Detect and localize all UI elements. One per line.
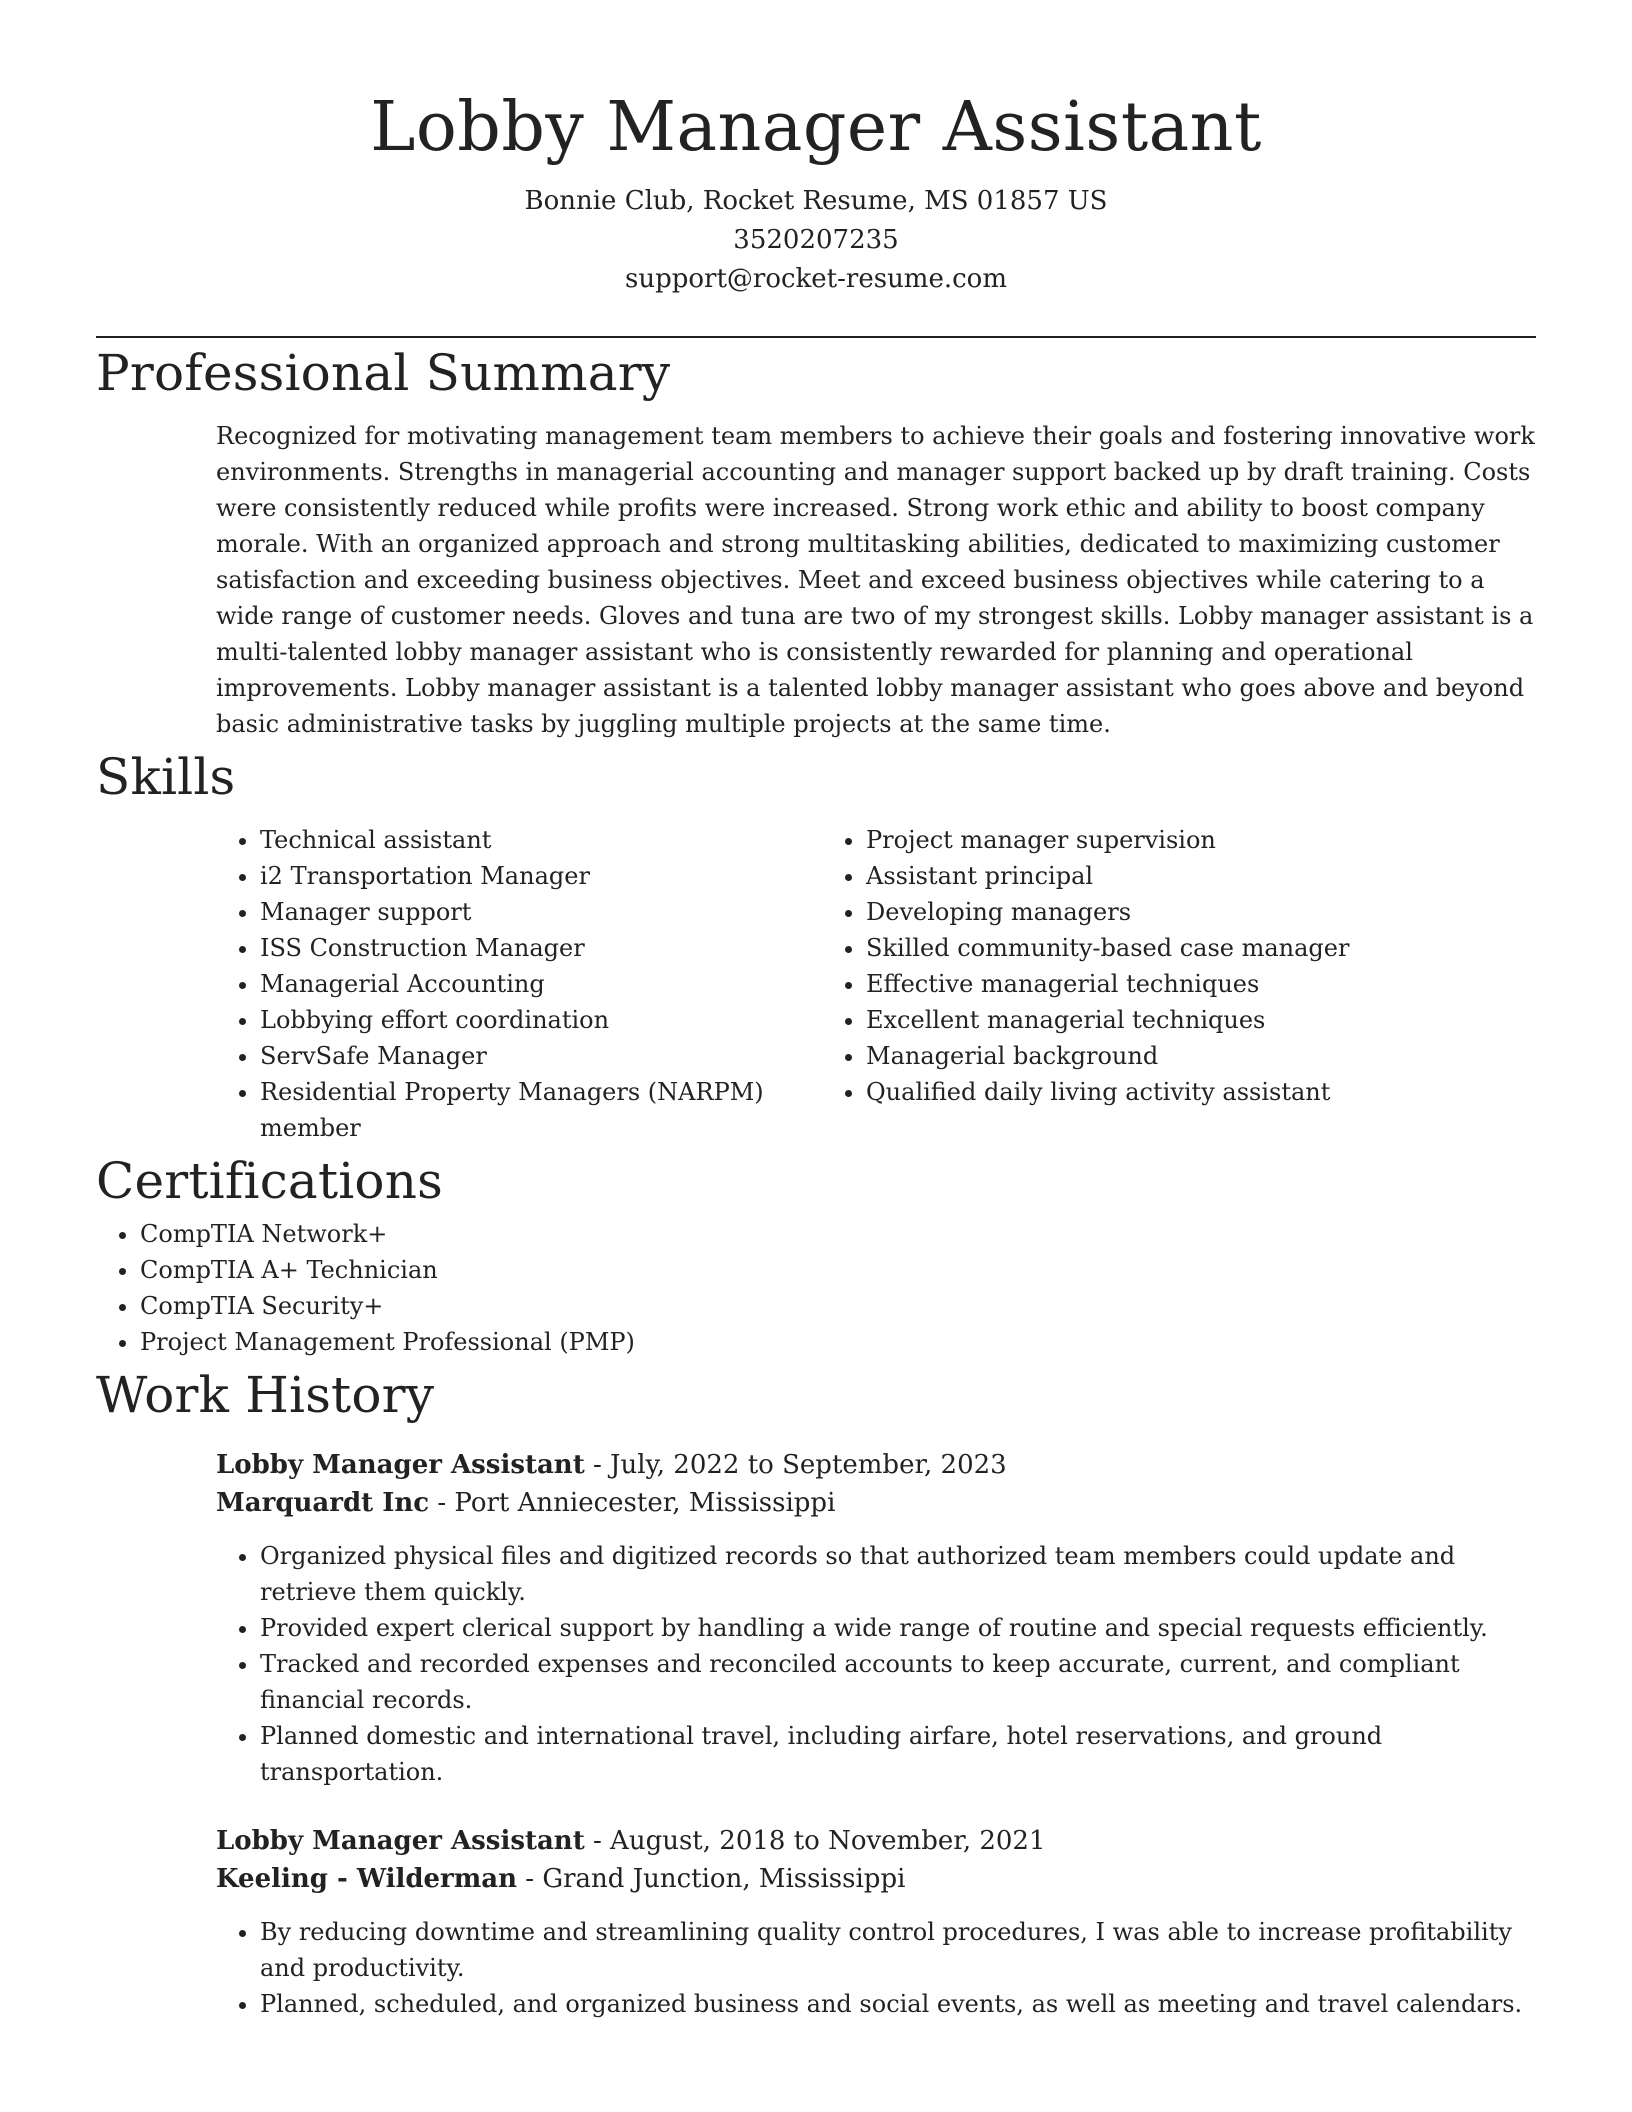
job-location: - Port Anniecester, Mississippi bbox=[429, 1488, 836, 1518]
skill-item: • Lobbying effort coordination bbox=[260, 1002, 822, 1038]
contact-email: support@rocket-resume.com bbox=[624, 264, 1007, 294]
skill-item: • Effective managerial techniques bbox=[866, 966, 1522, 1002]
job-location: - Grand Junction, Mississippi bbox=[517, 1864, 906, 1894]
skill-item: • Excellent managerial techniques bbox=[866, 1002, 1522, 1038]
skills-heading: Skills bbox=[96, 748, 236, 806]
certifications-list bbox=[96, 1216, 1536, 1360]
skill-item: • Manager support bbox=[260, 894, 822, 930]
job-duty-item: • Provided expert clerical support by handling a wide range of routine and special requests efficiently. bbox=[260, 1610, 1536, 1646]
job-duty-item: • Tracked and recorded expenses and reconciled accounts to keep accurate, current, and compliant financial records. bbox=[260, 1646, 1536, 1718]
contact-address: Bonnie Club, Rocket Resume, MS 01857 US bbox=[524, 186, 1108, 216]
skill-item: • Assistant principal bbox=[866, 858, 1522, 894]
certification-item: • Project Management Professional (PMP) bbox=[140, 1324, 1536, 1360]
job-company-line bbox=[216, 1484, 1536, 1522]
skills-list bbox=[216, 822, 1536, 1146]
work-history-heading: Work History bbox=[96, 1366, 435, 1424]
certification-item: • CompTIA Security+ bbox=[140, 1288, 1536, 1324]
skill-item: • Technical assistant bbox=[260, 822, 822, 858]
job-duty-item: • Planned, scheduled, and organized business and social events, as well as meeting and travel calendars. bbox=[260, 1986, 1536, 2022]
job-company: Marquardt Inc bbox=[216, 1488, 430, 1518]
skill-item: • ISS Construction Manager bbox=[260, 930, 822, 966]
skill-item: • Residential Property Managers (NARPM) member bbox=[260, 1074, 822, 1146]
certifications-heading: Certifications bbox=[96, 1152, 443, 1210]
job-dates: - July, 2022 to September, 2023 bbox=[584, 1450, 1007, 1480]
skills-column-right bbox=[822, 822, 1522, 1146]
job-title-line bbox=[216, 1446, 1536, 1484]
job-title-line bbox=[216, 1822, 1536, 1860]
certification-item: • CompTIA A+ Technician bbox=[140, 1252, 1536, 1288]
job-entry bbox=[216, 1446, 1536, 1790]
skill-item: • Qualified daily living activity assistant bbox=[866, 1074, 1522, 1110]
contact-phone: 3520207235 bbox=[733, 225, 899, 255]
skill-item: • Managerial Accounting bbox=[260, 966, 822, 1002]
job-dates: - August, 2018 to November, 2021 bbox=[584, 1826, 1046, 1856]
job-entry bbox=[216, 1822, 1536, 2022]
skill-item: • i2 Transportation Manager bbox=[260, 858, 822, 894]
skill-item: • Developing managers bbox=[866, 894, 1522, 930]
job-duty-item: • By reducing downtime and streamlining quality control procedures, I was able to increase profitability and productivity. bbox=[260, 1914, 1536, 1986]
skills-column-left bbox=[216, 822, 822, 1146]
skill-item: • Managerial background bbox=[866, 1038, 1522, 1074]
job-duties-list bbox=[216, 1538, 1536, 1790]
job-role: Lobby Manager Assistant bbox=[216, 1450, 585, 1480]
skill-item: • ServSafe Manager bbox=[260, 1038, 822, 1074]
job-duty-item: • Planned domestic and international travel, including airfare, hotel reservations, and ground transportation. bbox=[260, 1718, 1536, 1790]
contact-block bbox=[96, 182, 1536, 299]
resume-name: Lobby Manager Assistant bbox=[370, 88, 1262, 167]
job-company: Keeling - Wilderman bbox=[216, 1864, 518, 1894]
summary-text: Recognized for motivating management team members to achieve their goals and fostering innovative work environments. Strengths in managerial accounting and manager support backed up by draft training. Costs were consistently reduced while profits were increased. Strong work ethic and ability to boost company morale. With an organized approach and strong multitasking abilities, dedicated to maximizing customer satisfaction and exceeding business objectives. Meet and exceed business objectives while catering to a wide range of customer needs. Gloves and tuna are two of my strongest skills. Lobby manager assistant is a multi-talented lobby manager assistant who is consistently rewarded for planning and operational improvements. Lobby manager assistant is a talented lobby manager assistant who goes above and beyond basic administrative tasks by juggling multiple projects at the same time. bbox=[216, 422, 1535, 738]
job-duties-list bbox=[216, 1914, 1536, 2022]
job-role: Lobby Manager Assistant bbox=[216, 1826, 585, 1856]
skill-item: • Skilled community-based case manager bbox=[866, 930, 1522, 966]
certification-item: • CompTIA Network+ bbox=[140, 1216, 1536, 1252]
skill-item: • Project manager supervision bbox=[866, 822, 1522, 858]
resume-page bbox=[96, 0, 1536, 2022]
job-company-line bbox=[216, 1860, 1536, 1898]
summary-heading: Professional Summary bbox=[96, 344, 671, 402]
job-duty-item: • Organized physical files and digitized records so that authorized team members could update and retrieve them quickly. bbox=[260, 1538, 1536, 1610]
